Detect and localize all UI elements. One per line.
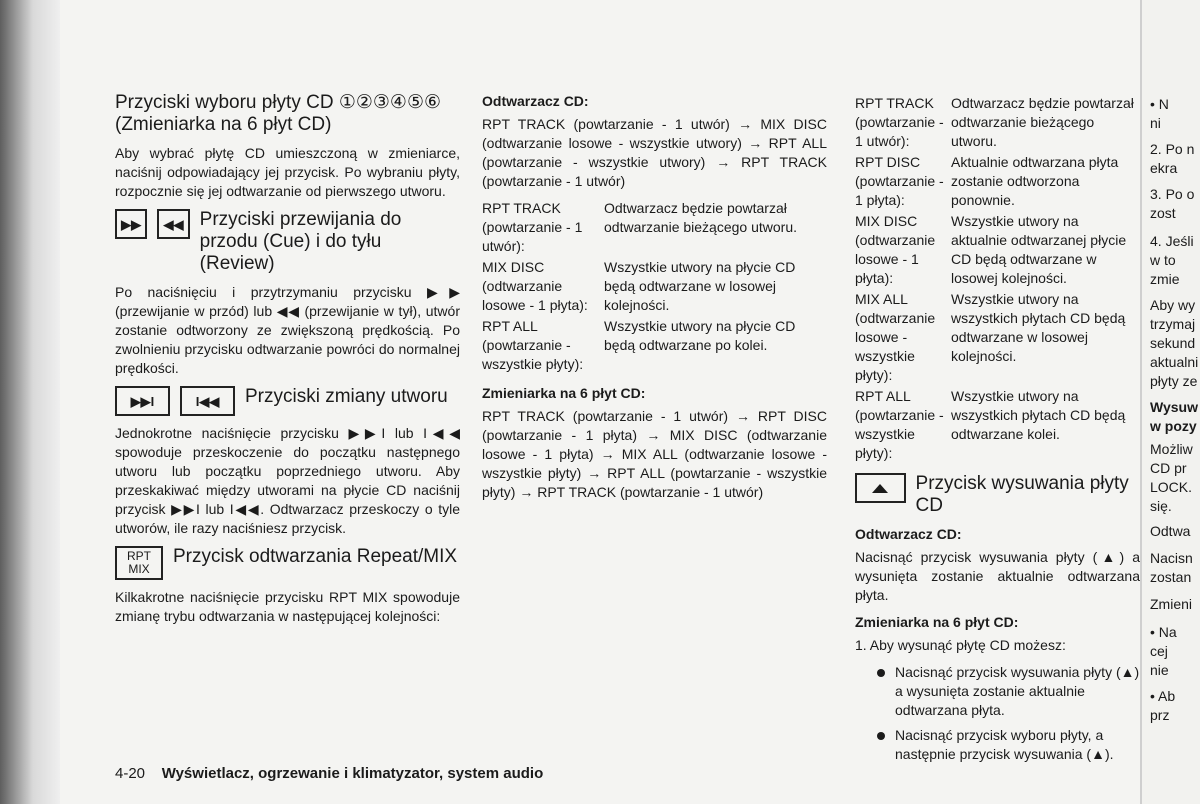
heading-repeat-mix: Przycisk odtwarzania Repeat/MIX	[173, 546, 458, 567]
rewind-icon: ◀◀	[157, 209, 189, 239]
modes-table-cd-player	[482, 199, 827, 376]
rpt-mix-icon	[115, 546, 163, 580]
mode-key: RPT ALL (powtarzanie - wszystkie płyty):	[482, 318, 584, 372]
mode-key: RPT DISC (powtarzanie - 1 płyta):	[855, 154, 944, 208]
right-page-line: płyty ze	[1150, 373, 1198, 389]
table-row	[855, 212, 1140, 290]
right-page-line: Nacisn	[1150, 550, 1193, 566]
para-track-change: Jednokrotne naciśnięcie przycisku ▶▶I lub I◀◀ spowoduje przeskoczenie do początku następnego utworu lub początku poprzedniego utworu. Aby przeskakiwać między utworami na płycie CD naciśnij przycisk ▶▶I lub I◀◀. Odtwarzacz przeskoczy o tyle utworów, ile razy naciśniesz przycisk.	[115, 425, 460, 536]
mode-desc: Wszystkie utwory na płycie CD będą odtwarzane po kolei.	[604, 318, 796, 353]
table-row	[482, 317, 827, 376]
column-3	[855, 92, 1140, 770]
heading-disc-select: Przyciski wyboru płyty CD ①②③④⑤⑥ (Zmieniarka na 6 płyt CD)	[115, 92, 442, 135]
right-page-line: 4. Jeśli	[1150, 233, 1194, 249]
right-page-line: zmie	[1150, 271, 1180, 287]
modes-table-changer	[855, 94, 1140, 465]
right-page-line: aktualni	[1150, 354, 1199, 370]
right-page-line: w to	[1150, 252, 1176, 268]
table-row	[855, 94, 1140, 153]
repeat-mix-header	[115, 546, 460, 580]
right-page-line: zostan	[1150, 569, 1192, 585]
bullet-text: Nacisnąć przycisk wyboru płyty, a następnie przycisk wysuwania (▲).	[895, 727, 1114, 762]
track-change-header	[115, 386, 460, 416]
rpt-label: RPT	[127, 549, 151, 563]
table-row	[482, 258, 827, 317]
column-2	[482, 92, 827, 510]
mode-desc: Wszystkie utwory na płycie CD będą odtwarzane w losowej kolejności.	[604, 259, 796, 313]
sequence-changer: RPT TRACK (powtarzanie - 1 utwór) → RPT DISC (powtarzanie - 1 płyta) → MIX DISC (odtwarzanie losowe - 1 płyta) → MIX ALL (odtwarzanie losowe - wszystkie płyty) → RPT ALL (powtarzanie - wszystkie płyty) → RPT TRACK (powtarzanie - 1 utwór)	[482, 408, 827, 500]
right-page-line: ekra	[1150, 160, 1178, 176]
right-page-line: Wysuw	[1150, 399, 1198, 415]
right-page-line: Możliw	[1150, 441, 1193, 457]
mode-key: RPT ALL (powtarzanie - wszystkie płyty):	[855, 388, 944, 461]
eject-icon	[855, 473, 906, 503]
mode-desc: Odtwarzacz będzie powtarzał odtwarzanie bieżącego utworu.	[951, 95, 1134, 149]
right-page-line: sekund	[1150, 335, 1196, 351]
bullet-icon	[877, 669, 885, 677]
cue-review-header	[115, 209, 460, 275]
eject-triangle-icon	[872, 484, 888, 493]
right-page-line: nie	[1150, 662, 1169, 678]
right-page-line: ni	[1150, 115, 1161, 131]
mode-desc: Wszystkie utwory na wszystkich płytach CD będą odtwarzane w losowej kolejności.	[951, 291, 1126, 364]
heading-cue-review: Przyciski przewijania do przodu (Cue) i do tyłu (Review)	[199, 209, 402, 274]
column-1	[115, 92, 460, 634]
right-page-line: Zmieni	[1150, 596, 1193, 612]
right-page-line: • N	[1150, 96, 1169, 112]
right-page-line: zost	[1150, 205, 1176, 221]
subheading-cd-player: Odtwarzacz CD:	[482, 93, 589, 109]
para-cue-review: Po naciśnięciu i przytrzymaniu przycisku ▶▶ (przewijanie w przód) lub ◀◀ (przewijanie w tył), utwór zostanie odtworzony ze zwiększoną prędkością. Po zwolnieniu przycisku odtwarzanie powróci do normalnej prędkości.	[115, 284, 460, 376]
right-page-line: trzymaj	[1150, 316, 1196, 332]
list-item	[873, 663, 1140, 720]
mode-key: RPT TRACK (powtarzanie - 1 utwór):	[855, 95, 944, 149]
para-repeat-mix: Kilkakrotne naciśnięcie przycisku RPT MIX spowoduje zmianę trybu odtwarzania w następującej kolejności:	[115, 589, 460, 624]
mode-desc: Odtwarzacz będzie powtarzał odtwarzanie bieżącego utworu.	[604, 200, 798, 235]
mix-label: MIX	[128, 562, 150, 576]
page-footer	[115, 765, 543, 782]
mode-desc: Wszystkie utwory na wszystkich płytach CD będą odtwarzane kolei.	[951, 388, 1126, 442]
right-page-line: w pozy	[1150, 418, 1197, 434]
table-row	[855, 153, 1140, 212]
eject-header	[855, 473, 1140, 517]
right-page-line: prz	[1150, 707, 1170, 723]
right-page-line: LOCK.	[1150, 479, 1193, 495]
mode-key: MIX ALL (odtwarzanie losowe - wszystkie płyty):	[855, 291, 936, 383]
list-item	[873, 726, 1140, 764]
heading-track-change: Przyciski zmiany utworu	[245, 386, 448, 407]
mode-desc: Wszystkie utwory na aktualnie odtwarzanej płycie CD będą odtwarzane w losowej kolejności.	[951, 213, 1127, 286]
subheading-changer: Zmieniarka na 6 płyt CD:	[482, 385, 646, 401]
right-page-line: 2. Po n	[1150, 141, 1195, 157]
subheading-eject-cd-player: Odtwarzacz CD:	[855, 526, 962, 542]
table-row	[855, 290, 1140, 387]
bullet-icon	[877, 732, 885, 740]
right-page-line: cej	[1150, 643, 1168, 659]
para-disc-select: Aby wybrać płytę CD umieszczoną w zmieniarce, naciśnij odpowiadający jej przycisk. Po wybraniu płyty, rozpocznie się jej odtwarzanie od pierwszego utworu.	[115, 145, 460, 199]
right-page-line: Aby wy	[1150, 297, 1196, 313]
right-page-line: się.	[1150, 498, 1172, 514]
section-title: Wyświetlacz, ogrzewanie i klimatyzator, system audio	[161, 765, 544, 782]
right-page-line: Odtwa	[1150, 523, 1191, 539]
next-track-icon: ▶▶I	[115, 386, 170, 416]
mode-key: MIX DISC (odtwarzanie losowe - 1 płyta):	[482, 259, 588, 313]
para-eject-cd-player: Nacisnąć przycisk wysuwania płyty (▲) a wysunięta zostanie aktualnie odtwarzana płyta.	[855, 549, 1140, 603]
subheading-eject-changer: Zmieniarka na 6 płyt CD:	[855, 614, 1019, 630]
step-1: 1. Aby wysunąć płytę CD możesz:	[855, 637, 1066, 653]
mode-key: MIX DISC (odtwarzanie losowe - 1 płyta):	[855, 213, 936, 286]
right-page-line: CD pr	[1150, 460, 1187, 476]
sequence-cd-player: RPT TRACK (powtarzanie - 1 utwór) → MIX DISC (odtwarzanie losowe - wszystkie utwory) → RPT ALL (powtarzanie - wszystkie utwory) → RPT TRACK (powtarzanie - 1 utwór)	[482, 116, 827, 189]
mode-desc: Aktualnie odtwarzana płyta zostanie odtworzona ponownie.	[951, 154, 1119, 208]
right-page-line: • Na	[1150, 624, 1177, 640]
previous-track-icon: I◀◀	[180, 386, 235, 416]
right-page-edge	[1140, 0, 1200, 804]
book-gutter	[0, 0, 60, 804]
right-page-line: 3. Po o	[1150, 186, 1195, 202]
mode-key: RPT TRACK (powtarzanie - 1 utwór):	[482, 200, 583, 254]
heading-eject: Przycisk wysuwania płyty CD	[915, 473, 1129, 516]
right-page-line: • Ab	[1150, 688, 1176, 704]
table-row	[855, 387, 1140, 465]
table-row	[482, 199, 827, 258]
fast-forward-icon: ▶▶	[115, 209, 147, 239]
page-number: 4-20	[115, 765, 146, 782]
bullet-text: Nacisnąć przycisk wysuwania płyty (▲) a wysunięta zostanie aktualnie odtwarzana płyta.	[895, 664, 1140, 718]
